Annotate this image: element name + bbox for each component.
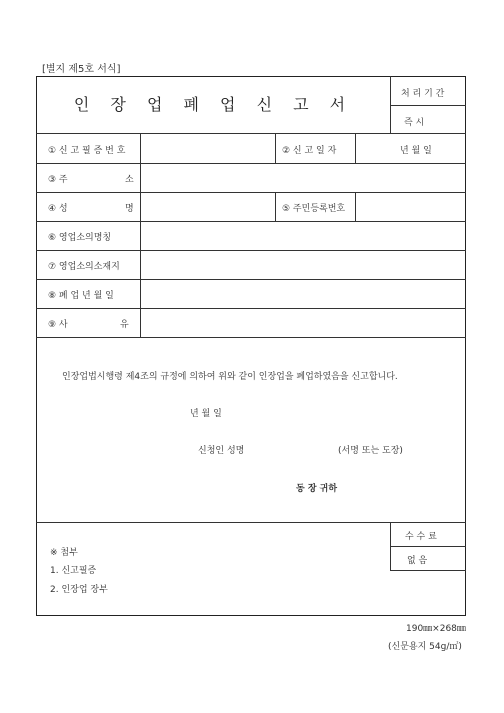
reason-label-end: 유 bbox=[120, 320, 129, 330]
processing-period-value: 즉 시 bbox=[404, 118, 425, 128]
business-location-label: ⑦ 영업소의소재지 bbox=[48, 262, 120, 272]
form-title: 인 장 업 폐 업 신 고 서 bbox=[73, 95, 354, 114]
addressee: 동 장 귀하 bbox=[296, 484, 338, 494]
row-line bbox=[36, 308, 466, 309]
name-label: ④ 성 bbox=[48, 204, 68, 214]
address-label-end: 소 bbox=[125, 175, 134, 185]
row-line bbox=[36, 133, 466, 134]
label-column-divider bbox=[140, 133, 141, 337]
form-number-label: [별지 제5호 서식] bbox=[42, 64, 121, 75]
business-name-label: ⑥ 영업소의명칭 bbox=[48, 233, 112, 243]
row-line bbox=[36, 192, 466, 193]
row-line bbox=[36, 163, 466, 164]
fee-split bbox=[390, 546, 466, 547]
cert-number-label: ① 신 고 필 증 번 호 bbox=[48, 146, 126, 156]
row-line bbox=[36, 522, 466, 523]
paper-type: (신문용지 54g/㎡) bbox=[388, 642, 462, 652]
closure-date-label: ⑧ 폐 업 년 월 일 bbox=[48, 291, 114, 301]
address-label: ③ 주 bbox=[48, 175, 68, 185]
processing-split bbox=[390, 105, 466, 106]
processing-period-label: 처 리 기 간 bbox=[401, 89, 445, 99]
reason-label: ⑨ 사 bbox=[48, 320, 68, 330]
name-label-end: 명 bbox=[125, 204, 134, 214]
fee-value: 없 음 bbox=[407, 556, 428, 566]
row-line bbox=[36, 221, 466, 222]
report-date-value: 년 월 일 bbox=[400, 146, 432, 156]
attachment-item: 2. 인장업 장부 bbox=[50, 585, 108, 595]
signature-label: (서명 또는 도장) bbox=[338, 446, 403, 456]
declaration-text: 인장업법시행령 제4조의 규정에 의하여 위와 같이 인장업을 폐업하였음을 신고합니다. bbox=[62, 372, 398, 382]
declaration-date: 년 월 일 bbox=[190, 409, 222, 419]
fee-bottom bbox=[390, 570, 466, 571]
attachment-header: ※ 첨부 bbox=[50, 548, 78, 558]
row-line bbox=[36, 279, 466, 280]
column-divider bbox=[275, 192, 276, 221]
attachment-item: 1. 신고필증 bbox=[50, 566, 97, 576]
column-divider bbox=[355, 192, 356, 221]
resident-number-label: ⑤ 주민등록번호 bbox=[282, 204, 346, 214]
applicant-name-label: 신청인 성명 bbox=[198, 446, 245, 456]
column-divider bbox=[355, 133, 356, 163]
form-frame bbox=[36, 76, 466, 616]
report-date-label: ② 신 고 일 자 bbox=[282, 146, 337, 156]
row-line bbox=[36, 250, 466, 251]
paper-size: 190㎜×268㎜ bbox=[406, 624, 466, 634]
column-divider bbox=[275, 133, 276, 163]
fee-label: 수 수 료 bbox=[405, 532, 437, 542]
row-line bbox=[36, 337, 466, 338]
